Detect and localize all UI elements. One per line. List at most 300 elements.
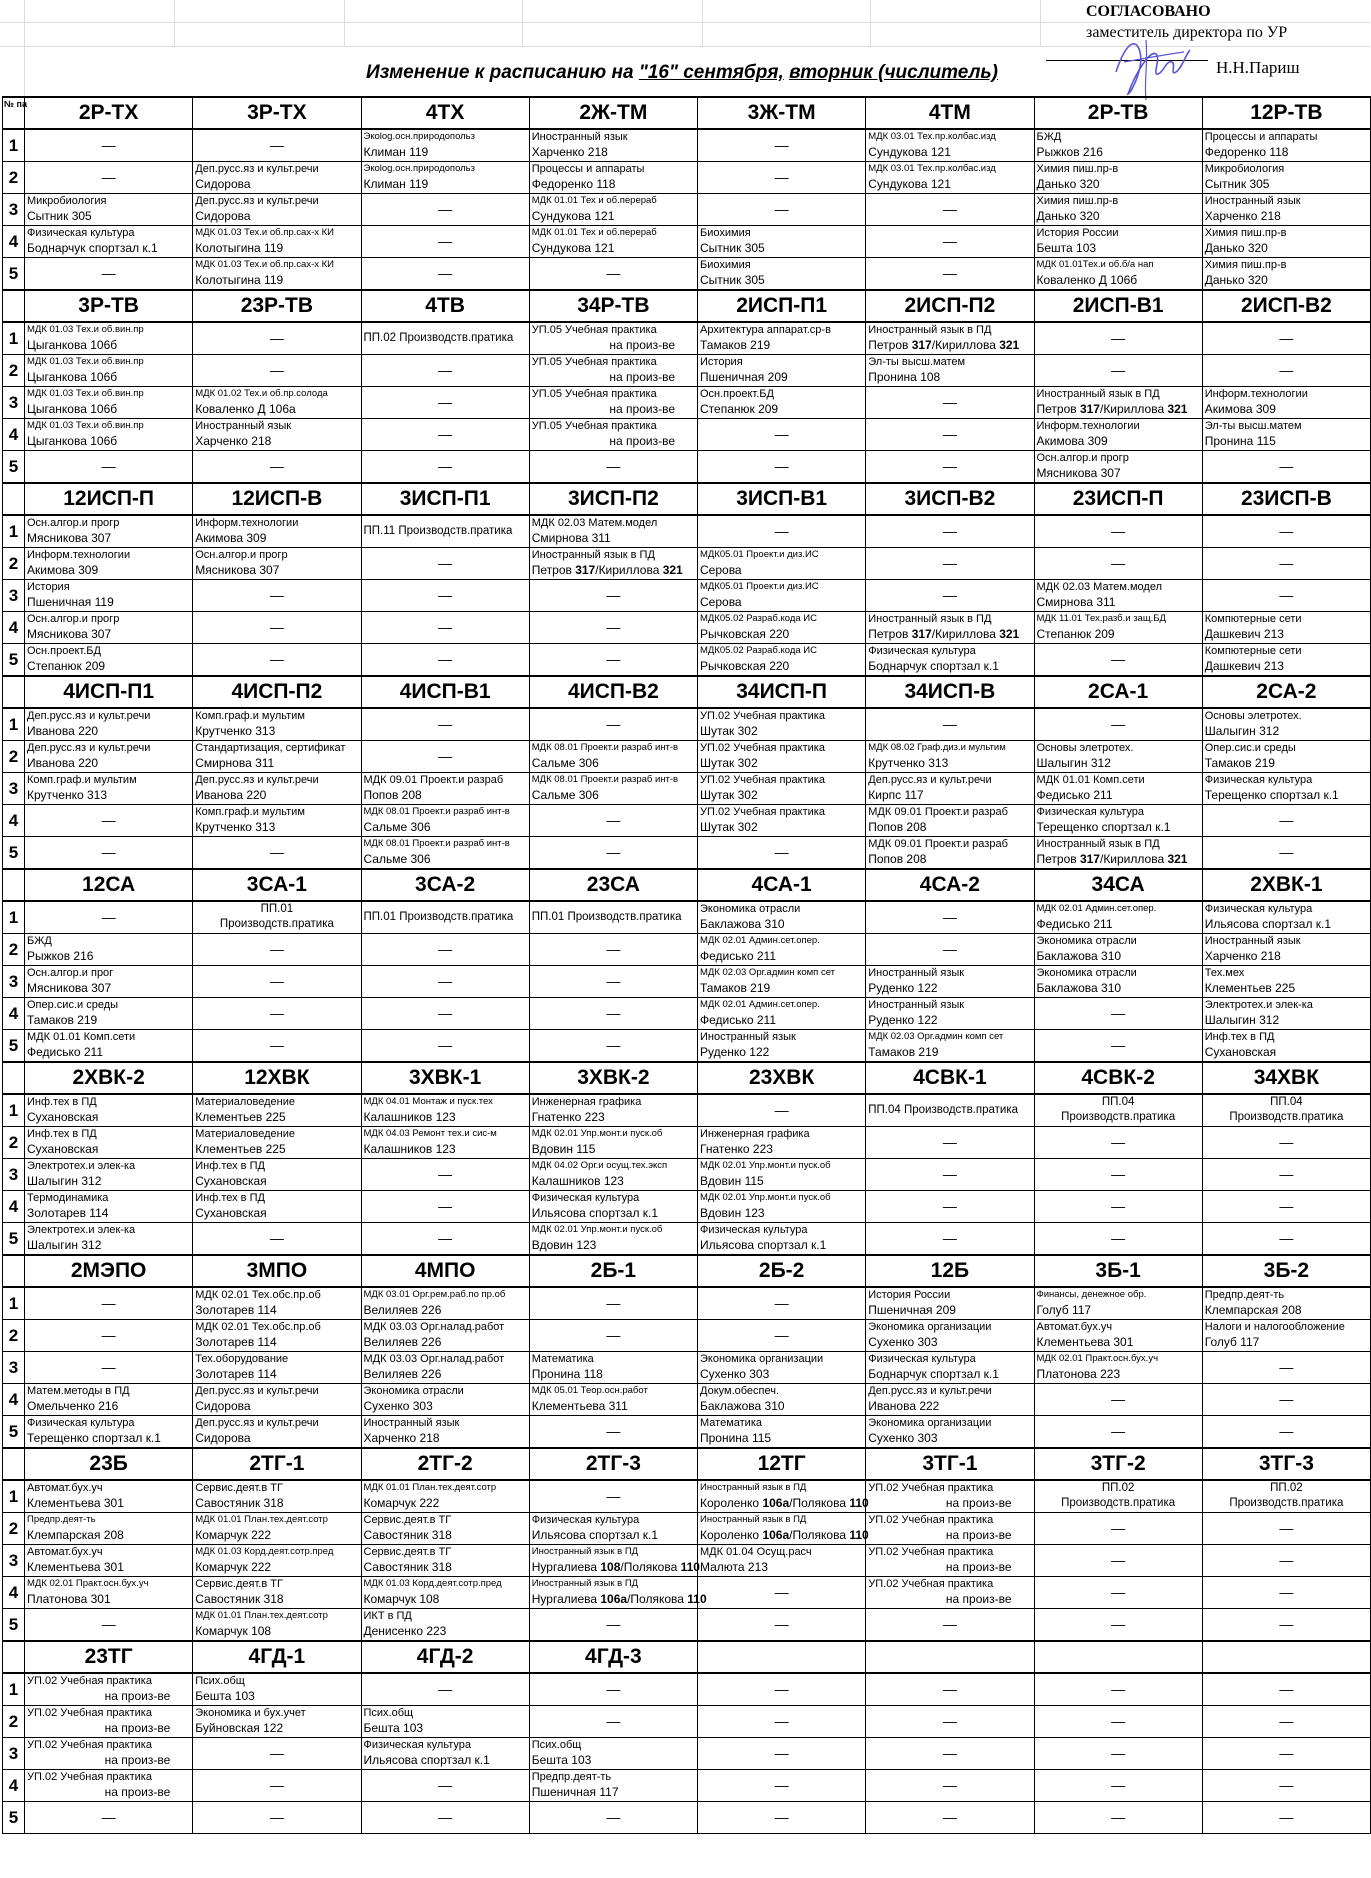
lesson-cell xyxy=(866,322,1034,355)
empty-dash: — xyxy=(269,1745,284,1761)
room: 321 xyxy=(999,627,1020,641)
lesson-cell xyxy=(361,387,529,419)
practice-label: Производств.пратика xyxy=(1229,1497,1344,1509)
pair-number-header xyxy=(3,1062,25,1094)
teacher: Комарчук 222 xyxy=(363,1496,440,1510)
subject: Экономика организации xyxy=(868,1321,992,1333)
lesson-cell xyxy=(866,1770,1034,1802)
lesson-row xyxy=(3,322,1371,355)
lesson-cell xyxy=(1034,934,1202,966)
teacher: /Кириллова xyxy=(595,563,663,577)
lesson-cell xyxy=(193,1577,361,1609)
subject: Иностранный язык xyxy=(363,1417,460,1429)
lesson-cell xyxy=(529,129,697,162)
subject: УП.02 Учебная практика xyxy=(868,1482,994,1494)
subject: Сервис.деят.в ТГ xyxy=(195,1482,283,1494)
teacher: на произ-ве xyxy=(104,1689,171,1703)
teacher: Вдовин 123 xyxy=(700,1206,765,1220)
lesson-cell xyxy=(193,419,361,451)
empty-dash: — xyxy=(1111,1423,1126,1439)
teacher: Иванова 220 xyxy=(27,756,99,770)
subject: УП.02 Учебная практика xyxy=(27,1771,152,1783)
empty-dash: — xyxy=(1279,1809,1294,1825)
lesson-cell xyxy=(25,129,193,162)
lesson-cell xyxy=(866,194,1034,226)
gridline xyxy=(1040,0,1041,46)
teacher: Крутченко 313 xyxy=(195,820,276,834)
group-name: 23Р-ТВ xyxy=(193,290,361,322)
pair-number: 4 xyxy=(3,419,25,451)
teacher-room xyxy=(1037,401,1200,417)
teacher: Степанюк 209 xyxy=(700,402,779,416)
empty-dash: — xyxy=(438,394,453,410)
lesson-cell xyxy=(25,1577,193,1609)
lesson-cell xyxy=(529,1127,697,1159)
lesson-cell xyxy=(698,708,866,741)
group-name: 3Б-1 xyxy=(1034,1255,1202,1287)
lesson-cell xyxy=(1202,805,1370,837)
pair-number: 4 xyxy=(3,1191,25,1223)
subject: Инженерная графика xyxy=(700,1128,810,1140)
subject: Химия пиш.пр-в xyxy=(1204,259,1287,271)
empty-dash: — xyxy=(774,169,789,185)
lesson-row xyxy=(3,1706,1371,1738)
teacher: Тамаков 219 xyxy=(700,981,771,995)
lesson-cell xyxy=(1202,1738,1370,1770)
teacher-room xyxy=(195,1173,358,1189)
empty-dash: — xyxy=(1279,1230,1294,1246)
teacher: Федисько 211 xyxy=(700,1013,777,1027)
practice-label: ПП.01 Производств.пратика xyxy=(363,911,514,923)
lesson-cell xyxy=(193,1320,361,1352)
empty-dash: — xyxy=(1279,1745,1294,1761)
teacher: Савостяник 318 xyxy=(195,1592,284,1606)
teacher-room xyxy=(532,530,695,546)
lesson-cell xyxy=(866,612,1034,644)
lesson-cell xyxy=(193,1738,361,1770)
group-name: 2ИСП-В1 xyxy=(1034,290,1202,322)
lesson-row xyxy=(3,1191,1371,1223)
teacher: Попов 208 xyxy=(363,788,422,802)
room: 317 xyxy=(575,563,596,577)
pair-number: 1 xyxy=(3,1673,25,1706)
empty-dash: — xyxy=(269,619,284,635)
teacher-room xyxy=(868,819,1031,835)
lesson-row xyxy=(3,194,1371,226)
group-name: 3СА-2 xyxy=(361,869,529,901)
lesson-cell xyxy=(866,998,1034,1030)
lesson-cell xyxy=(866,515,1034,548)
empty-dash: — xyxy=(1111,1166,1126,1182)
pair-number: 5 xyxy=(3,1030,25,1063)
room: 321 xyxy=(1167,852,1188,866)
teacher: /Кириллова xyxy=(1099,402,1168,416)
room: 110 xyxy=(680,1560,700,1574)
subject: МДК 02.01 Упр.монт.и пуск.об xyxy=(700,1160,831,1171)
empty-dash: — xyxy=(942,909,957,925)
subject: Тех.оборудование xyxy=(195,1353,289,1365)
lesson-cell xyxy=(529,1416,697,1449)
lesson-cell xyxy=(193,612,361,644)
lesson-cell xyxy=(698,966,866,998)
lesson-cell xyxy=(361,1287,529,1320)
teacher-room xyxy=(1037,851,1200,867)
empty-dash: — xyxy=(101,1616,116,1632)
empty-dash: — xyxy=(606,1005,621,1021)
teacher: Пронина 115 xyxy=(1204,434,1276,448)
lesson-cell xyxy=(1034,1609,1202,1642)
subject: Иностранный язык xyxy=(531,131,628,143)
lesson-cell xyxy=(1034,162,1202,194)
group-name: 12ТГ xyxy=(698,1448,866,1480)
practice-code: ПП.04 xyxy=(1101,1096,1135,1108)
lesson-cell xyxy=(193,1770,361,1802)
lesson-cell xyxy=(1034,1127,1202,1159)
teacher: /Кириллова xyxy=(931,627,1000,641)
empty-dash: — xyxy=(774,523,789,539)
empty-dash: — xyxy=(942,587,957,603)
subject: МДК 01.03 Тех.и об.вин.пр xyxy=(27,356,144,367)
lesson-cell xyxy=(866,1513,1034,1545)
group-name: 34ИСП-В xyxy=(866,676,1034,708)
subject: МДК 04.01 Монтаж и пуск.тех xyxy=(363,1096,493,1107)
subject: МДК 09.01 Проект.и разраб xyxy=(363,774,504,786)
group-name: 4СВК-1 xyxy=(866,1062,1034,1094)
lesson-cell xyxy=(1034,708,1202,741)
lesson-cell xyxy=(361,129,529,162)
subject: Материаловедение xyxy=(195,1096,295,1108)
lesson-cell xyxy=(529,548,697,580)
lesson-cell xyxy=(529,644,697,677)
lesson-row xyxy=(3,612,1371,644)
lesson-cell xyxy=(361,226,529,258)
group-name: 3ИСП-В2 xyxy=(866,483,1034,515)
teacher-room xyxy=(1037,1302,1200,1318)
room: 106а xyxy=(600,1592,628,1606)
teacher-room xyxy=(195,401,358,417)
empty-dash: — xyxy=(942,1777,957,1793)
lesson-cell xyxy=(698,194,866,226)
teacher-room xyxy=(1205,916,1368,932)
lesson-row xyxy=(3,966,1371,998)
empty-dash: — xyxy=(774,1102,789,1118)
subject: Физическая культура xyxy=(363,1739,471,1751)
teacher: Клементьева 301 xyxy=(27,1560,124,1574)
empty-dash: — xyxy=(1279,844,1294,860)
empty-dash: — xyxy=(269,330,284,346)
lesson-row xyxy=(3,129,1371,162)
teacher: Сухановская xyxy=(195,1174,267,1188)
teacher: на произ-ве xyxy=(609,370,675,384)
lesson-cell xyxy=(529,258,697,291)
teacher: Тамаков 219 xyxy=(868,1045,939,1059)
pair-number: 1 xyxy=(3,1094,25,1127)
gridline xyxy=(522,0,523,46)
lesson-cell xyxy=(1202,612,1370,644)
lesson-cell xyxy=(361,805,529,837)
lesson-cell xyxy=(698,1287,866,1320)
lesson-cell xyxy=(529,934,697,966)
lesson-cell xyxy=(1034,1352,1202,1384)
teacher-room xyxy=(700,272,863,288)
lesson-cell xyxy=(193,1127,361,1159)
subject: МДК 09.01 Проект.и разраб xyxy=(868,806,1008,818)
group-name: 3Б-2 xyxy=(1202,1255,1370,1287)
lesson-row xyxy=(3,708,1371,741)
group-header-row xyxy=(3,1641,1371,1673)
lesson-cell xyxy=(1034,419,1202,451)
lesson-cell xyxy=(25,1030,193,1063)
lesson-cell xyxy=(529,1738,697,1770)
subject: МДК 08.01 Проект.и разраб инт-в xyxy=(531,774,679,785)
group-name: 2ИСП-П1 xyxy=(698,290,866,322)
group-name: 4ТМ xyxy=(866,97,1034,129)
teacher-room xyxy=(27,626,190,642)
lesson-cell xyxy=(866,934,1034,966)
lesson-cell xyxy=(1034,741,1202,773)
lesson-cell xyxy=(1202,387,1370,419)
teacher-room xyxy=(1205,948,1368,964)
teacher-room xyxy=(868,1495,1031,1511)
lesson-cell xyxy=(1034,515,1202,548)
pair-number: 4 xyxy=(3,226,25,258)
subject: МДК 01.03 Тех.и об.пр.сах-х КИ xyxy=(195,227,334,238)
group-name: 3ИСП-П2 xyxy=(529,483,697,515)
subject: МДК 01.04 Осущ.расч xyxy=(700,1546,812,1558)
empty-dash: — xyxy=(774,1745,789,1761)
empty-dash: — xyxy=(438,555,453,571)
subject: Физическая культура xyxy=(1036,806,1144,818)
empty-dash: — xyxy=(438,1681,453,1697)
lesson-cell xyxy=(193,1480,361,1513)
empty-dash: — xyxy=(1111,523,1126,539)
subject: Иностранный язык в ПД xyxy=(531,1578,639,1589)
subject: МДК 01.03 Корд.деят.сотр.пред xyxy=(363,1578,502,1589)
empty-dash: — xyxy=(1111,1584,1126,1600)
empty-dash: — xyxy=(269,973,284,989)
lesson-cell xyxy=(529,580,697,612)
lesson-cell xyxy=(193,129,361,162)
subject: Математика xyxy=(531,1353,594,1365)
teacher-room xyxy=(868,787,1031,803)
teacher-room xyxy=(1037,433,1200,449)
lesson-cell xyxy=(25,1127,193,1159)
empty-dash: — xyxy=(1111,716,1126,732)
group-name: 34ИСП-П xyxy=(698,676,866,708)
empty-dash: — xyxy=(606,1327,621,1343)
lesson-cell xyxy=(1034,1545,1202,1577)
empty-dash: — xyxy=(101,844,116,860)
empty-dash: — xyxy=(1279,1584,1294,1600)
teacher-room xyxy=(868,1527,1031,1543)
teacher-room xyxy=(195,1430,358,1446)
lesson-cell xyxy=(361,1127,529,1159)
pair-number: 1 xyxy=(3,322,25,355)
lesson-cell xyxy=(25,226,193,258)
teacher-room xyxy=(27,594,190,610)
pair-number: 1 xyxy=(3,1480,25,1513)
teacher-room xyxy=(27,208,190,224)
teacher: Терещенко спортзал к.1 xyxy=(1204,788,1339,802)
lesson-cell xyxy=(698,322,866,355)
teacher-room xyxy=(1205,144,1368,160)
group-name: 4ИСП-В2 xyxy=(529,676,697,708)
subject: Опер.сис.и среды xyxy=(1204,742,1296,754)
empty-dash: — xyxy=(1111,1745,1126,1761)
lesson-row xyxy=(3,258,1371,291)
subject: Автомат.бух.уч xyxy=(27,1482,103,1494)
lesson-cell xyxy=(698,1545,866,1577)
pair-number: 2 xyxy=(3,934,25,966)
subject: Основы элетротех. xyxy=(1036,742,1134,754)
empty-dash: — xyxy=(606,1295,621,1311)
teacher: на произ-ве xyxy=(609,402,675,416)
teacher: Сундукова 121 xyxy=(868,177,951,191)
subject: Докум.обеспеч. xyxy=(700,1385,780,1397)
lesson-row xyxy=(3,644,1371,677)
teacher-room xyxy=(868,1334,1031,1350)
lesson-cell xyxy=(1202,1352,1370,1384)
lesson-cell xyxy=(25,612,193,644)
group-name: 4ТХ xyxy=(361,97,529,129)
lesson-cell xyxy=(1202,998,1370,1030)
teacher: Денисенко 223 xyxy=(363,1624,447,1638)
lesson-cell xyxy=(1034,1738,1202,1770)
group-name: 4ГД-3 xyxy=(529,1641,697,1673)
lesson-cell xyxy=(193,226,361,258)
empty-dash: — xyxy=(942,1809,957,1825)
lesson-cell xyxy=(361,1159,529,1191)
lesson-cell xyxy=(25,1738,193,1770)
teacher: Петров xyxy=(868,627,912,641)
teacher-room xyxy=(700,401,863,417)
teacher: /Полякова xyxy=(627,1592,688,1606)
teacher-room xyxy=(1205,240,1368,256)
subject: Осн.алгор.и прогр xyxy=(195,549,288,561)
teacher: Клементьев 225 xyxy=(195,1110,286,1124)
teacher-room xyxy=(364,144,527,160)
teacher-room xyxy=(532,208,695,224)
lesson-cell xyxy=(361,998,529,1030)
pair-number: 5 xyxy=(3,1416,25,1449)
subject: Инф.тех в ПД xyxy=(1204,1031,1275,1043)
subject: Иностранный язык в ПД xyxy=(868,324,992,336)
teacher-room xyxy=(27,530,190,546)
pair-number: 3 xyxy=(3,773,25,805)
teacher: на произ-ве xyxy=(945,1496,1012,1510)
subject: Тех.мех xyxy=(1204,967,1245,979)
teacher-room xyxy=(1205,1302,1368,1318)
subject: Деп.русс.яз и культ.речи xyxy=(195,1385,319,1397)
lesson-cell xyxy=(193,451,361,484)
lesson-cell xyxy=(1202,741,1370,773)
empty-dash: — xyxy=(438,1166,453,1182)
group-header-row xyxy=(3,1448,1371,1480)
lesson-cell xyxy=(866,162,1034,194)
group-name: 3ТГ-2 xyxy=(1034,1448,1202,1480)
lesson-cell xyxy=(698,129,866,162)
subject: МДК 02.01 Упр.монт.и пуск.об xyxy=(531,1224,663,1235)
lesson-cell xyxy=(1202,1577,1370,1609)
teacher-room xyxy=(195,1398,358,1414)
lesson-cell xyxy=(1202,1802,1370,1834)
title-prefix: Изменение к расписанию на xyxy=(366,62,634,83)
teacher: Голуб 117 xyxy=(1036,1303,1092,1317)
lesson-cell xyxy=(698,387,866,419)
teacher: Золотарев 114 xyxy=(195,1367,277,1381)
teacher: Комарчук 222 xyxy=(195,1560,272,1574)
teacher: Федисько 211 xyxy=(27,1045,104,1059)
lesson-row xyxy=(3,1223,1371,1256)
lesson-cell xyxy=(698,1577,866,1609)
teacher: Рыжков 216 xyxy=(27,949,94,963)
lesson-cell xyxy=(529,741,697,773)
subject: История xyxy=(700,356,743,368)
subject: МДК 04.03 Ремонт тех.и сис-м xyxy=(363,1128,497,1139)
subject: Компютерные сети xyxy=(1204,613,1302,625)
lesson-cell xyxy=(193,966,361,998)
group-name: 4ГД-1 xyxy=(193,1641,361,1673)
teacher-room xyxy=(364,176,527,192)
teacher-room xyxy=(195,1141,358,1157)
empty-dash: — xyxy=(1279,330,1294,346)
lesson-cell xyxy=(193,837,361,870)
teacher-room xyxy=(868,1398,1031,1414)
group-name: 4ИСП-П1 xyxy=(25,676,193,708)
lesson-cell xyxy=(866,1384,1034,1416)
group-name: 3Р-ТВ xyxy=(25,290,193,322)
lesson-cell xyxy=(866,1706,1034,1738)
teacher-room xyxy=(531,1591,707,1607)
lesson-cell xyxy=(529,1706,697,1738)
subject: Физическая культура xyxy=(27,227,135,239)
empty-dash: — xyxy=(269,137,284,153)
lesson-cell xyxy=(698,1673,866,1706)
lesson-cell xyxy=(529,1094,697,1127)
empty-dash: — xyxy=(606,844,621,860)
teacher-room xyxy=(1037,626,1200,642)
teacher: Смирнова 311 xyxy=(531,531,611,545)
subject: Сервис.деят.в ТГ xyxy=(363,1546,452,1558)
lesson-cell xyxy=(866,1545,1034,1577)
teacher-room xyxy=(364,819,527,835)
teacher-room xyxy=(532,1527,695,1543)
title-day: вторник (числитель) xyxy=(789,62,999,83)
teacher: Шутак 302 xyxy=(700,788,758,802)
lesson-cell xyxy=(1034,1159,1202,1191)
teacher: Велиляев 226 xyxy=(363,1303,442,1317)
lesson-cell xyxy=(25,1545,193,1577)
practice-code: ПП.04 xyxy=(1270,1096,1303,1108)
lesson-cell xyxy=(361,612,529,644)
subject: История России xyxy=(868,1289,951,1301)
lesson-row xyxy=(3,1738,1371,1770)
lesson-cell xyxy=(193,773,361,805)
lesson-cell xyxy=(25,548,193,580)
lesson-cell xyxy=(866,355,1034,387)
lesson-row xyxy=(3,1384,1371,1416)
subject: УП.02 Учебная практика xyxy=(700,806,825,818)
lesson-cell xyxy=(698,355,866,387)
teacher: Сидорова xyxy=(195,209,251,223)
teacher: Петров xyxy=(531,563,576,577)
lesson-cell xyxy=(1034,1416,1202,1449)
lesson-cell xyxy=(1034,226,1202,258)
empty-dash: — xyxy=(269,1230,284,1246)
lesson-cell xyxy=(1034,1191,1202,1223)
teacher: Шалыгин 312 xyxy=(1036,756,1111,770)
empty-dash: — xyxy=(438,1230,453,1246)
